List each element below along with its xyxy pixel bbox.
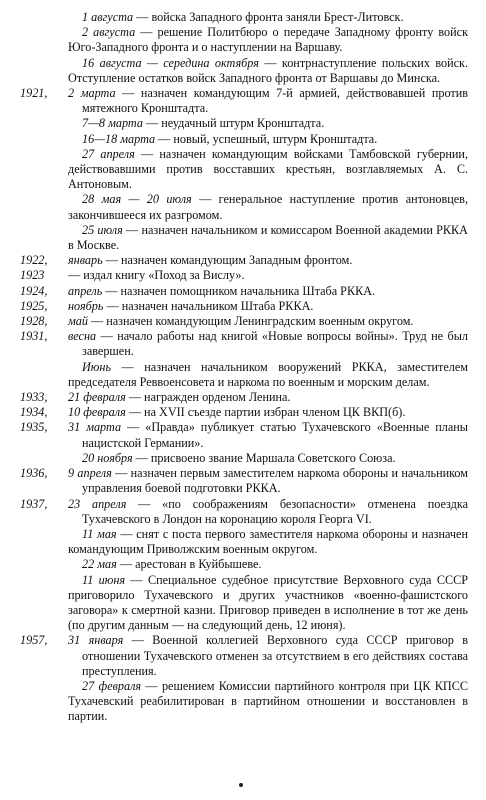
entry-paragraph [68, 360, 468, 390]
entry-1935 [20, 420, 468, 450]
entry-year: 1934, [20, 405, 48, 420]
entry-text: — назначен командующим Ленинградским военным округом. [87, 314, 414, 329]
entry-1923 [20, 268, 468, 283]
entry-text: — генеральное наступление против антоновцев, закончившееся их разгромом. [68, 192, 468, 222]
entry-paragraph [68, 573, 468, 634]
page-mark-dot [238, 782, 244, 788]
entry-date: 16—18 марта [82, 131, 156, 146]
entry-date: весна [68, 329, 97, 344]
entry-date: ноябрь [68, 298, 104, 313]
entry-text: — назначен начальником вооружений РККА, заместителем председателя Реввоенсовета и наркома по военным и морским делам. [68, 359, 468, 389]
entry-date: 11 мая [82, 526, 117, 541]
entry-paragraph [68, 405, 468, 420]
entry-text: — назначен начальником Штаба РККА. [103, 298, 314, 313]
entry-paragraph [68, 527, 468, 557]
entry-paragraph [68, 497, 468, 527]
entry-text: — назначен начальником и комиссаром Военной академии РККА в Москве. [68, 222, 468, 253]
entry-text: — награжден орденом Ленина. [125, 390, 291, 405]
entry-date: январь [68, 253, 103, 268]
entry-1937 [20, 497, 468, 527]
entry-1921-mar-16 [20, 132, 468, 147]
entry-paragraph [68, 466, 468, 496]
entry-text: — назначен командующим Западным фронтом. [102, 253, 353, 268]
entry-1921-may-28 [20, 192, 468, 222]
entry-year: 1922, [20, 253, 48, 268]
entry-paragraph [68, 679, 468, 725]
entry-paragraph [68, 451, 468, 466]
entry-paragraph [68, 284, 468, 299]
entry-date: 16 августа — середина октября [82, 55, 259, 70]
entry-1920-aug-1 [20, 10, 468, 25]
entry-date: 20 ноября [82, 450, 133, 465]
entry-date: 10 февраля [68, 405, 126, 420]
entry-paragraph [68, 299, 468, 314]
entry-year: 1928, [20, 314, 48, 329]
entry-date: 23 апреля [68, 496, 127, 511]
entry-1931-june [20, 360, 468, 390]
entry-text: — «Правда» публикует статью Тухачевского «Военные планы нацистской Германии». [82, 420, 468, 450]
entry-text: — на XVII съезде партии избран членом ЦК ВКП(б). [125, 405, 406, 420]
entry-paragraph [68, 633, 468, 679]
entry-text: — Военной коллегией Верховного суда СССР приговор в отношении Тухачевского отменен за отсутствием в его действиях состава преступления. [82, 633, 468, 678]
entry-date: 1 августа [82, 10, 134, 24]
entry-paragraph [68, 390, 468, 405]
entry-1921-apr-27 [20, 147, 468, 193]
entry-date: 31 января [68, 633, 124, 648]
entry-1920-aug-16 [20, 56, 468, 86]
entry-date: 11 июня [82, 572, 126, 587]
entry-text: — назначен первым заместителем наркома обороны и начальником управления боевой подготовки РККА. [82, 466, 468, 496]
entry-paragraph [68, 10, 468, 25]
entry-text: — «по соображениям безопасности» отменена поездка Тухачевского в Лондон на коронацию короля Георга VI. [82, 496, 468, 526]
entry-1957 [20, 633, 468, 679]
entry-year: 1935, [20, 420, 48, 435]
entry-year: 1931, [20, 329, 48, 344]
entry-date: 27 апреля [82, 146, 135, 161]
entry-1924 [20, 284, 468, 299]
entry-paragraph [68, 25, 468, 55]
entry-1928 [20, 314, 468, 329]
entry-date: 2 августа [82, 25, 136, 40]
entry-date: 7—8 марта [82, 116, 143, 131]
entry-1936 [20, 466, 468, 496]
entry-text: — неудачный штурм Кронштадта. [142, 116, 325, 131]
entry-date: апрель [68, 283, 103, 298]
entry-text: — назначен командующим войсками Тамбовской губернии, действовавшими против восставших крестьян, возглавляемых А. С. Антоновым. [68, 146, 468, 192]
entry-paragraph [68, 420, 468, 450]
entry-year: 1923 [20, 268, 45, 283]
entry-year: 1924, [20, 283, 48, 298]
entry-1921-mar-2 [20, 86, 468, 116]
entry-1925 [20, 299, 468, 314]
entry-text: — назначен командующим 7-й армией, действовавшей против мятежного Кронштадта. [82, 86, 468, 116]
entry-1937-jun-11 [20, 573, 468, 634]
entry-date: 28 мая — 20 июля [82, 192, 192, 207]
entry-text: — издал книгу «Поход за Вислу». [68, 268, 245, 283]
entry-1957-feb-27 [20, 679, 468, 725]
entry-1920-aug-2 [20, 25, 468, 55]
entry-paragraph [68, 192, 468, 222]
entry-text: — решение Политбюро о передаче Западному фронту войск Юго-Западного фронта и о наступлении на Варшаву. [68, 25, 468, 55]
entry-1921-mar-7 [20, 116, 468, 131]
entry-paragraph [68, 132, 468, 147]
entry-date: Июнь [82, 359, 111, 374]
entry-1922 [20, 253, 468, 268]
entry-year: 1925, [20, 298, 48, 313]
entry-text: — снят с поста первого заместителя наркома обороны и назначен командующим Приволжским военным округом. [68, 526, 468, 557]
entry-text: — начало работы над книгой «Новые вопросы войны». Труд не был завершен. [82, 329, 468, 359]
entry-paragraph [68, 56, 468, 86]
entry-1937-may-22 [20, 557, 468, 572]
entry-text: — новый, успешный, штурм Кронштадта. [155, 131, 378, 146]
entry-paragraph [68, 147, 468, 193]
entry-year: 1921, [20, 86, 48, 101]
entry-year: 1957, [20, 633, 48, 648]
entry-year: 1936, [20, 466, 48, 481]
entry-paragraph [68, 329, 468, 359]
entry-paragraph [68, 223, 468, 253]
entry-paragraph [68, 557, 468, 572]
entry-text: — Специальное судебное присутствие Верховного суда СССР приговорило Тухачевского и других участников «военно-фашистского заговора» к смертной казни. Приговор приведен в исполнение в тот же день (по другим данным — на следующий день, 12 июня). [68, 572, 468, 633]
entry-text: — назначен помощником начальника Штаба РККА. [102, 283, 376, 298]
entry-date: 31 марта [68, 420, 122, 435]
entry-date: 9 апреля [68, 466, 112, 481]
entry-date: май [68, 314, 88, 329]
entry-date: 2 марта [68, 86, 116, 101]
entry-paragraph [68, 268, 468, 283]
entry-year: 1933, [20, 390, 48, 405]
entry-paragraph [68, 253, 468, 268]
entry-paragraph [68, 116, 468, 131]
entry-1935-nov-20 [20, 451, 468, 466]
entry-1921-jul-25 [20, 223, 468, 253]
entry-text: — присвоено звание Маршала Советского Союза. [132, 450, 396, 465]
entry-date: 27 февраля [82, 678, 142, 693]
entry-year: 1937, [20, 496, 48, 511]
entry-text: — арестован в Куйбышеве. [116, 557, 262, 572]
entry-1933 [20, 390, 468, 405]
entry-text: — решением Комиссии партийного контроля при ЦК КПСС Тухачевский реабилитирован в партийном отношении и восстановлен в партии. [68, 678, 468, 724]
entry-1934 [20, 405, 468, 420]
entry-date: 22 мая [82, 557, 117, 572]
entry-text: — войска Западного фронта заняли Брест-Литовск. [133, 10, 404, 24]
entry-date: 21 февраля [68, 390, 126, 405]
entry-1931 [20, 329, 468, 359]
entry-date: 25 июля [82, 222, 123, 237]
entry-1937-may-11 [20, 527, 468, 557]
entry-paragraph [68, 86, 468, 116]
entry-paragraph [68, 314, 468, 329]
entry-text: — контрнаступление польских войск. Отступление остатков войск Западного фронта от Варшавы до Минска. [68, 55, 468, 85]
